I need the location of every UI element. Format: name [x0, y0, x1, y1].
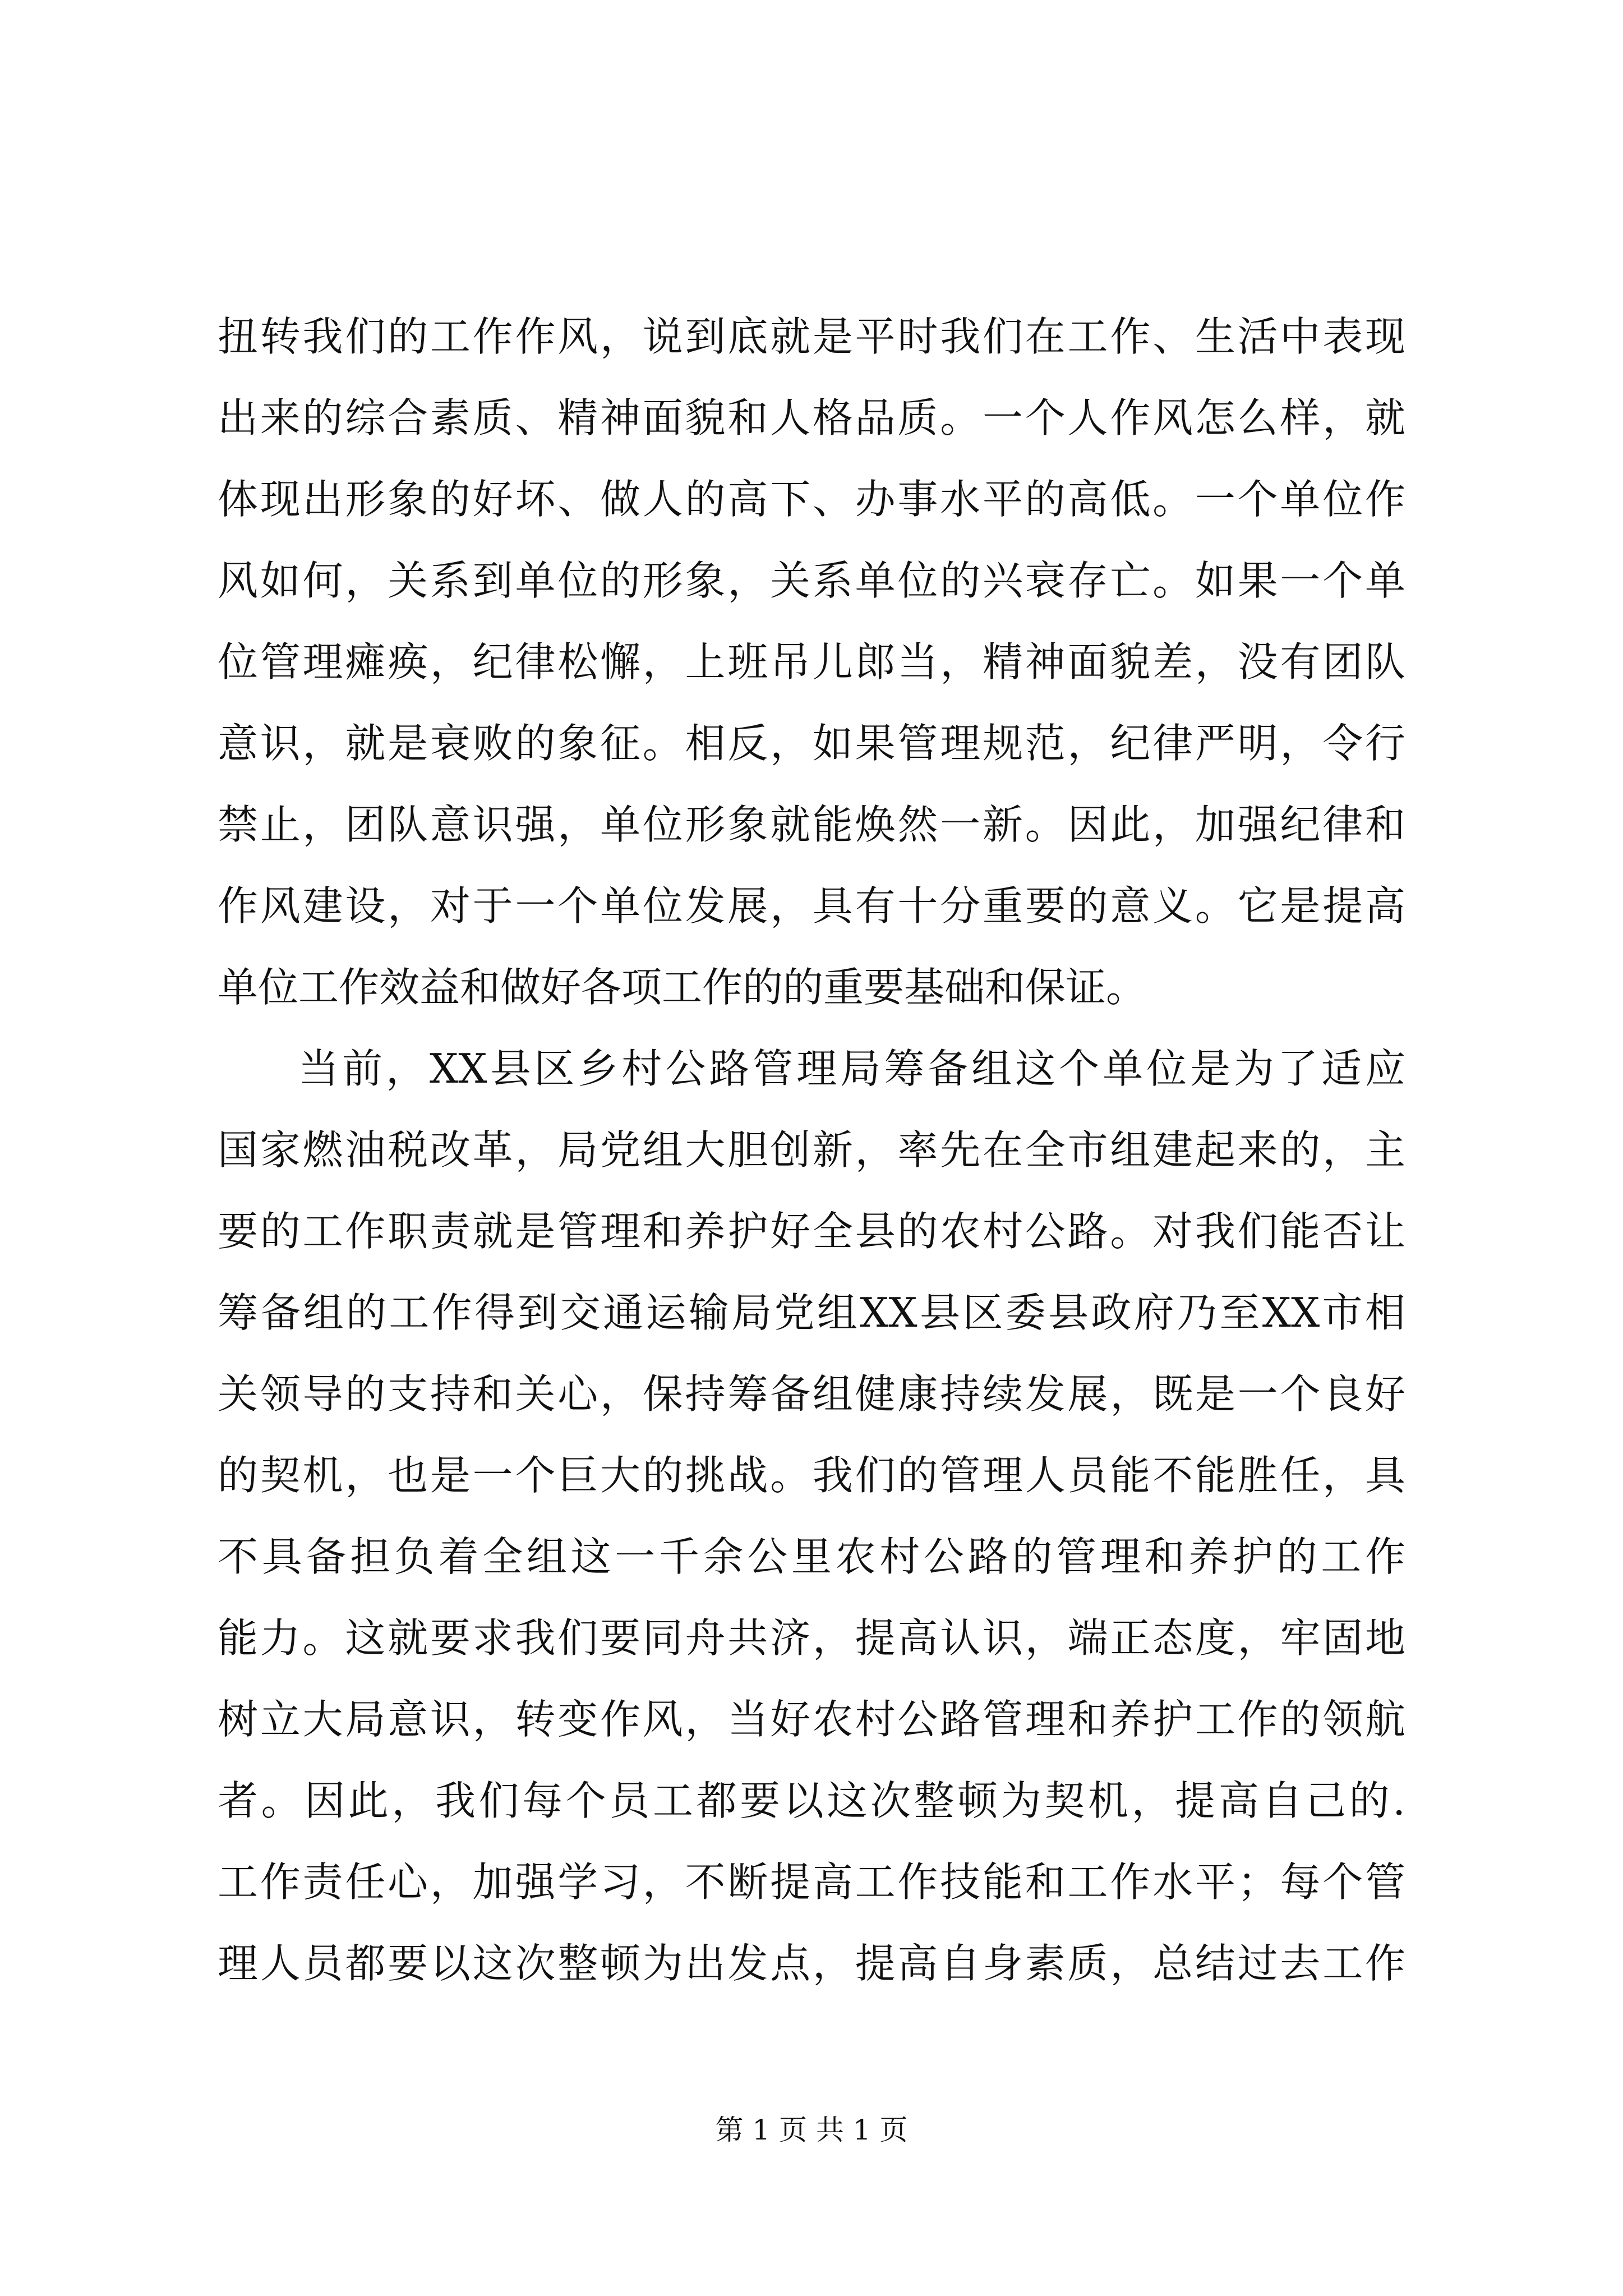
text-line: 扭转我们的工作作风，说到底就是平时我们在工作、生活中表现 — [218, 313, 1405, 360]
text-line: 单位工作效益和做好各项工作的的重要基础和保证。 — [218, 964, 1147, 1011]
text-line: 关领导的支持和关心，保持筹备组健康持续发展，既是一个良好 — [218, 1370, 1405, 1418]
text-line: 位管理瘫痪，纪律松懈，上班吊儿郎当，精神面貌差，没有团队 — [218, 638, 1405, 685]
text-line: 风如何，关系到单位的形象，关系单位的兴衰存亡。如果一个单 — [218, 557, 1405, 604]
page-footer — [0, 2110, 1623, 2150]
text-line: 体现出形象的好坏、做人的高下、办事水平的高低。一个单位作 — [218, 476, 1405, 523]
text-line: 筹备组的工作得到交通运输局党组XX县区委县政府乃至XX市相 — [218, 1289, 1405, 1336]
text-line: 工作责任心，加强学习，不断提高工作技能和工作水平；每个管 — [218, 1858, 1405, 1906]
text-line: 理人员都要以这次整顿为出发点，提高自身素质，总结过去工作 — [218, 1940, 1405, 1987]
text-line: 出来的综合素质、精神面貌和人格品质。一个人作风怎么样，就 — [218, 394, 1405, 441]
text-line: 当前，XX县区乡村公路管理局筹备组这个单位是为了适应 — [298, 1045, 1405, 1092]
text-line: 树立大局意识，转变作风，当好农村公路管理和养护工作的领航 — [218, 1696, 1405, 1743]
page-number-label: 第 1 页 共 1 页 — [715, 2114, 908, 2146]
text-line: 能力。这就要求我们要同舟共济，提高认识，端正态度，牢固地 — [218, 1614, 1405, 1662]
text-line: 不具备担负着全组这一千余公里农村公路的管理和养护的工作 — [218, 1533, 1405, 1580]
text-line: 作风建设，对于一个单位发展，具有十分重要的意义。它是提高 — [218, 882, 1405, 930]
text-line: 意识，就是衰败的象征。相反，如果管理规范，纪律严明，令行 — [218, 720, 1405, 767]
document-body — [218, 296, 1405, 2004]
text-line: 的契机，也是一个巨大的挑战。我们的管理人员能不能胜任，具 — [218, 1452, 1405, 1499]
text-line: 者。因此，我们每个员工都要以这次整顿为契机，提高自己的. — [218, 1777, 1405, 1824]
text-line: 禁止，团队意识强，单位形象就能焕然一新。因此，加强纪律和 — [218, 801, 1405, 848]
text-line: 要的工作职责就是管理和养护好全县的农村公路。对我们能否让 — [218, 1208, 1405, 1255]
text-line: 国家燃油税改革，局党组大胆创新，率先在全市组建起来的，主 — [218, 1126, 1405, 1174]
